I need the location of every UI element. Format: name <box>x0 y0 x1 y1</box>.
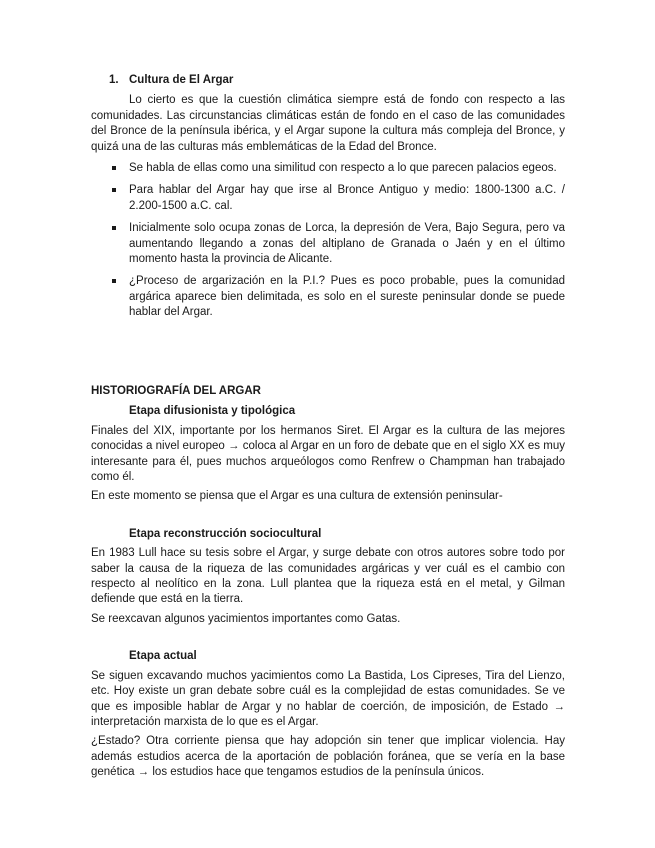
bullet-icon <box>112 279 116 283</box>
paragraph: Se siguen excavando muchos yacimientos como La Bastida, Los Cipreses, Tira del Lienzo, etc. Hoy existe un gran debate sobre cuál es la complejidad de estas comunidades. Se ve que es imposible hablar de Argar y no hablar de coerción, de imposición, de Estado → interpretación marxista de lo que es el Argar. <box>91 669 565 728</box>
bullet-icon <box>112 226 116 230</box>
paragraph: Finales del XIX, importante por los hermanos Siret. El Argar es la cultura de las mejores conocidas a nivel europeo → coloca al Argar en un foro de debate que en el siglo XX es muy interesante para él, pues muchos arqueólogos como Renfrew o Champman han trabajado como él. <box>91 424 565 484</box>
bullet-list <box>91 161 565 321</box>
list-item-text: ¿Proceso de argarización en la P.I.? Pues es poco probable, pues la comunidad argárica aparece bien delimitada, es solo en el sureste peninsular donde se puede hablar del Argar. <box>129 275 565 319</box>
list-item-text: Se habla de ellas como una similitud con respecto a lo que parecen palacios egeos. <box>129 162 557 175</box>
stage-actual <box>91 649 565 780</box>
list-item <box>91 274 565 320</box>
stage-difusionista <box>91 404 565 504</box>
section-heading <box>109 73 565 88</box>
spacer <box>91 627 565 649</box>
subsection-title: Etapa actual <box>129 650 197 663</box>
list-item-text: Inicialmente solo ocupa zonas de Lorca, la depresión de Vera, Bajo Segura, pero va aumentando llegando a zonas del altiplano de Granada o Jaén y en el último momento hasta la provincia de Alicante. <box>129 222 565 266</box>
list-item <box>91 183 565 214</box>
paragraph: En este momento se piensa que el Argar es una cultura de extensión peninsular- <box>91 490 503 503</box>
section-title: HISTORIOGRAFÍA DEL ARGAR <box>91 385 261 397</box>
spacer <box>91 505 565 527</box>
subsection-title: Etapa reconstrucción sociocultural <box>129 527 322 540</box>
list-item-text: Para hablar del Argar hay que irse al Bronce Antiguo y medio: 1800-1300 a.C. / 2.200-1500 a.C. cal. <box>129 184 565 212</box>
paragraph: Se reexcavan algunos yacimientos importantes como Gatas. <box>91 612 401 625</box>
section-historiografia <box>91 384 565 781</box>
section-title: Cultura de El Argar <box>129 74 234 86</box>
intro-paragraph: Lo cierto es que la cuestión climática siempre está de fondo con respecto a las comunidades. Las circunstancias climáticas están de fondo en el caso de las comunidades del Bronce de la península ibérica, y el Argar supone la cultura más compleja del Bronce, y quizá una de las culturas más emblemáticas de la Edad del Bronce. <box>91 94 565 153</box>
bullet-icon <box>112 188 116 192</box>
bullet-icon <box>112 166 116 170</box>
paragraph: En 1983 Lull hace su tesis sobre el Argar, y surge debate con otros autores sobre todo por saber la causa de la riqueza de las comunidades argáricas y ver cuál es el cambio con respecto al neolítico en la zona. Lull plantea que la riqueza está en el metal, y Gilman defiende que está en la tierra. <box>91 547 565 606</box>
list-item <box>91 161 565 176</box>
subsection-title: Etapa difusionista y tipológica <box>129 405 296 418</box>
paragraph: ¿Estado? Otra corriente piensa que hay adopción sin tener que implicar violencia. Hay además estudios acerca de la aportación de población foránea, que se vería en la base genética → los estudios hace que tengamos estudios de la península únicos. <box>91 735 565 779</box>
section-number: 1. <box>109 74 119 86</box>
section-cultura-argar <box>91 73 565 328</box>
stage-reconstruccion <box>91 527 565 627</box>
list-item <box>91 221 565 267</box>
